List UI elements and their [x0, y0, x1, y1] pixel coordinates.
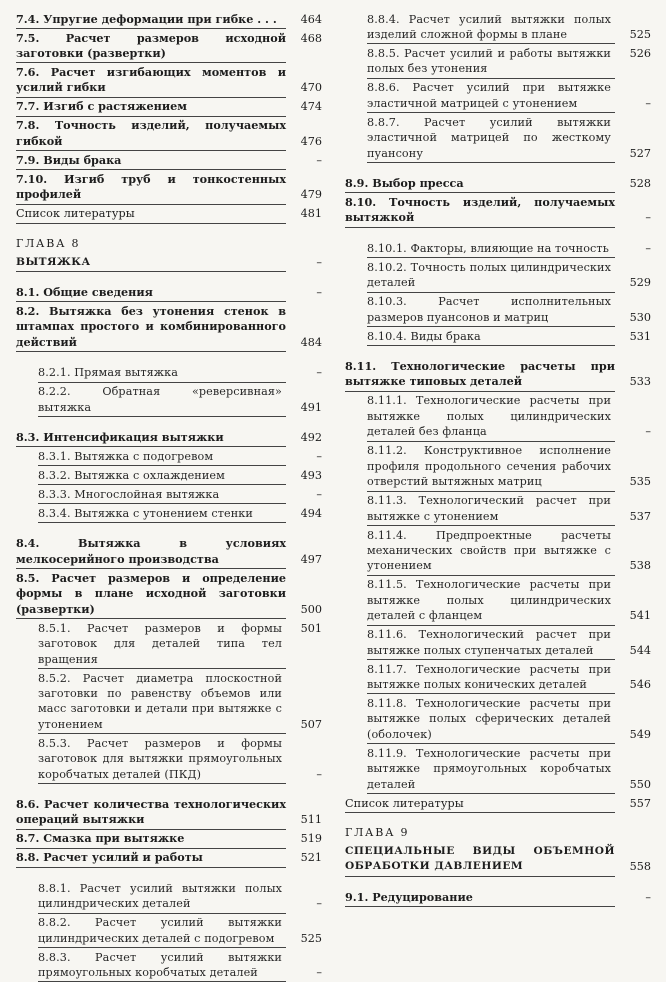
entry-underline	[367, 793, 615, 794]
entry-underline	[367, 292, 615, 293]
toc-entry-page: –	[316, 366, 322, 380]
toc-entry-page: –	[316, 897, 322, 911]
entry-underline	[16, 150, 286, 151]
toc-entry-title: 8.3. Интенсификация вытяжки	[16, 430, 224, 445]
toc-entry-title: 8.6. Расчет количества технологических операций вытяжки	[16, 796, 286, 827]
toc-entry-page: 529	[629, 276, 651, 290]
entry-underline	[345, 876, 615, 877]
entry-underline	[38, 522, 286, 523]
toc-entry-title: 8.9. Выбор пресса	[345, 176, 464, 191]
toc-entry-title: 8.11.9. Технологические расчеты при вытяжке прямоугольных коробчатых деталей	[367, 746, 611, 791]
entry-underline	[367, 326, 615, 327]
entry-underline	[16, 271, 286, 272]
entry-underline	[345, 227, 615, 228]
toc-entry-title: 8.5.1. Расчет размеров и формы заготовок для деталей типа тел вращения	[38, 621, 282, 666]
toc-entry	[16, 536, 322, 567]
toc-entry	[16, 487, 322, 502]
toc-entry-title: 8.11.3. Технологический расчет при вытяжке с утонением	[367, 494, 611, 523]
entry-underline	[345, 812, 615, 813]
entry-underline	[16, 829, 286, 830]
toc-entry-title: 8.8.7. Расчет усилий вытяжки эластичной матрицей по жесткому пуансону	[367, 115, 611, 160]
toc-entry-page: 537	[629, 509, 651, 523]
toc-entry-title: 8.10.1. Факторы, влияющие на точность	[367, 241, 609, 255]
toc-entry-page: 481	[300, 207, 322, 221]
entry-underline	[367, 112, 615, 113]
toc-entry	[16, 831, 322, 846]
entry-underline	[16, 568, 286, 569]
toc-entry	[345, 260, 651, 291]
toc-entry-page: 557	[629, 796, 651, 810]
toc-entry-title: 7.10. Изгиб труб и тонкостенных профилей	[16, 171, 286, 202]
toc-entry-title: 8.11.2. Конструктивное исполнение профиля продольного сечения рабочих отверстий вытяжных матриц	[367, 444, 611, 489]
toc-entry	[345, 696, 651, 742]
toc-entry	[345, 329, 651, 344]
toc-entry	[16, 31, 322, 62]
toc-entry-page: 511	[300, 813, 322, 827]
toc-entry	[16, 671, 322, 733]
toc-entry-page: –	[645, 211, 651, 225]
toc-entry	[345, 796, 651, 811]
toc-entry	[16, 99, 322, 114]
toc-entry-page: 541	[629, 609, 651, 623]
toc-entry-page: 521	[300, 851, 322, 865]
toc-entry-title: СПЕЦИАЛЬНЫЕ ВИДЫ ОБЪЕМНОЙ ОБРАБОТКИ ДАВЛЕНИЕМ	[345, 844, 615, 873]
entry-underline	[38, 484, 286, 485]
toc-entry-title: 8.11.4. Предпроектные расчеты механических свойств при вытяжке с утонением	[367, 528, 611, 573]
entry-underline	[16, 301, 286, 302]
entry-underline	[367, 491, 615, 492]
toc-entry-page: –	[316, 286, 322, 300]
toc-entry	[16, 430, 322, 445]
toc-entry-title: 8.2.1. Прямая вытяжка	[38, 366, 179, 380]
toc-entry	[16, 384, 322, 415]
toc-entry	[16, 881, 322, 912]
toc-entry-page: 531	[629, 329, 651, 343]
toc-entry	[345, 176, 651, 191]
toc-entry-title: 8.8. Расчет усилий и работы	[16, 850, 203, 865]
toc-entry	[16, 172, 322, 203]
toc-entry-page: 525	[300, 931, 322, 945]
toc-entry-title: 8.4. Вытяжка в условиях мелкосерийного производства	[16, 536, 286, 566]
entry-underline	[16, 116, 286, 117]
entry-underline	[367, 441, 615, 442]
toc-entry	[16, 206, 322, 221]
toc-entry-page: 549	[629, 727, 651, 741]
toc-entry	[16, 255, 322, 270]
toc-entry-title: 8.8.1. Расчет усилий вытяжки полых цилиндрических деталей	[38, 881, 282, 911]
toc-entry-title: 8.8.6. Расчет усилий при вытяжке эластичной матрицей с утонением	[367, 81, 611, 110]
toc-entry	[345, 359, 651, 390]
toc-entry	[345, 195, 651, 226]
entry-underline	[367, 78, 615, 79]
toc-entry	[16, 449, 322, 464]
entry-underline	[16, 618, 286, 619]
entry-underline	[367, 743, 615, 744]
toc-right-column	[345, 8, 651, 905]
toc-entry-page: 479	[300, 188, 322, 202]
toc-entry	[16, 12, 322, 27]
toc-entry-page: 528	[629, 177, 651, 191]
toc-entry-title: 7.6. Расчет изгибающих моментов и усилий гибки	[16, 65, 286, 95]
entry-underline	[16, 97, 286, 98]
toc-entry-page: –	[316, 153, 322, 167]
toc-entry-page: 493	[300, 469, 322, 483]
toc-entry-title: 8.8.5. Расчет усилий и работы вытяжки полых без утонения	[367, 47, 611, 76]
toc-entry	[16, 950, 322, 981]
entry-underline	[16, 351, 286, 352]
toc-entry	[16, 65, 322, 96]
toc-entry	[345, 393, 651, 439]
toc-entry-page: 550	[629, 777, 651, 791]
toc-entry	[345, 115, 651, 161]
toc-entry	[345, 577, 651, 623]
entry-underline	[38, 382, 286, 383]
toc-entry	[16, 153, 322, 168]
toc-entry-page: –	[316, 965, 322, 979]
toc-entry-page: 507	[300, 717, 322, 731]
toc-entry-page: –	[645, 425, 651, 439]
toc-entry-title: 8.1. Общие сведения	[16, 285, 153, 300]
entry-underline	[367, 43, 615, 44]
toc-entry-title: 8.10.4. Виды брака	[367, 329, 481, 343]
entry-underline	[16, 848, 286, 849]
toc-entry-title: 8.2. Вытяжка без утонения стенок в штампах простого и комбинированного действий	[16, 304, 286, 349]
toc-entry	[16, 304, 322, 350]
entry-underline	[38, 913, 286, 914]
toc-entry-title: 9.1. Редуцирование	[345, 889, 473, 904]
toc-entry-page: 468	[300, 31, 322, 45]
entry-underline	[38, 503, 286, 504]
toc-entry-page: 491	[300, 400, 322, 414]
toc-entry-title: 8.5. Расчет размеров и определение формы в плане исходной заготовки (развертки)	[16, 570, 286, 616]
toc-entry-title: 8.11.1. Технологические расчеты при вытяжке полых цилиндрических деталей без фланца	[367, 394, 611, 439]
entry-underline	[367, 345, 615, 346]
toc-entry-page: –	[645, 890, 651, 904]
entry-underline	[38, 465, 286, 466]
toc-entry	[16, 118, 322, 149]
entry-underline	[367, 659, 615, 660]
toc-entry-title: ГЛАВА 9	[345, 825, 410, 839]
toc-entry	[16, 797, 322, 828]
entry-underline	[367, 257, 615, 258]
toc-entry	[345, 844, 651, 875]
toc-entry-title: ВЫТЯЖКА	[16, 255, 91, 268]
toc-entry	[345, 241, 651, 256]
toc-entry	[345, 528, 651, 574]
toc-entry-page: 525	[629, 28, 651, 41]
toc-entry-title: 8.8.2. Расчет усилий вытяжки цилиндрических деталей с подогревом	[38, 916, 282, 945]
toc-entry	[16, 468, 322, 483]
toc-entry	[16, 236, 322, 251]
toc-entry-title: 8.11.6. Технологический расчет при вытяжке полых ступенчатых деталей	[367, 628, 611, 657]
toc-entry-title: 7.7. Изгиб с растяжением	[16, 99, 187, 114]
toc-entry-title: 8.10.3. Расчет исполнительных размеров пуансонов и матриц	[367, 295, 611, 324]
entry-underline	[367, 693, 615, 694]
toc-entry-page: 538	[629, 559, 651, 573]
toc-entry	[16, 915, 322, 946]
toc-entry	[345, 493, 651, 524]
toc-entry-title: 8.10.2. Точность полых цилиндрических деталей	[367, 260, 611, 290]
entry-underline	[16, 204, 286, 205]
toc-entry-page: 484	[300, 335, 322, 349]
toc-entry-page: 464	[300, 12, 322, 26]
toc-entry-title: 8.11.8. Технологические расчеты при вытяжке полых сферических деталей (оболочек)	[367, 696, 611, 741]
toc-entry	[16, 621, 322, 667]
toc-entry-page: –	[316, 488, 322, 502]
toc-entry-title: Список литературы	[345, 796, 464, 810]
toc-entry-title: 8.10. Точность изделий, получаемых вытяжкой	[345, 195, 615, 225]
entry-underline	[345, 192, 615, 193]
entry-underline	[38, 783, 286, 784]
entry-underline	[16, 62, 286, 63]
toc-entry	[16, 365, 322, 380]
toc-entry-page: 494	[300, 507, 322, 521]
toc-entry	[345, 662, 651, 693]
toc-entry-page: –	[316, 450, 322, 464]
toc-entry-title: 7.9. Виды брака	[16, 152, 122, 167]
toc-entry	[16, 850, 322, 865]
entry-underline	[16, 867, 286, 868]
toc-entry-page: 501	[300, 621, 322, 635]
toc-entry-page: 533	[629, 375, 651, 389]
entry-underline	[367, 525, 615, 526]
toc-entry-title: 8.3.2. Вытяжка с охлаждением	[38, 469, 225, 483]
toc-entry-page: 500	[300, 602, 322, 616]
toc-entry-title: Список литературы	[16, 207, 135, 221]
toc-entry-title: 7.4. Упругие деформации при гибке . . .	[16, 11, 277, 26]
toc-entry-title: 7.5. Расчет размеров исходной заготовки (развертки)	[16, 30, 286, 60]
entry-underline	[16, 446, 286, 447]
entry-underline	[38, 416, 286, 417]
toc-entry-title: 8.3.3. Многослойная вытяжка	[38, 488, 220, 502]
toc-entry	[345, 443, 651, 489]
toc-entry	[345, 12, 651, 43]
toc-entry-title: 8.3.4. Вытяжка с утонением стенки	[38, 507, 253, 521]
toc-entry-title: 8.8.3. Расчет усилий вытяжки прямоугольных коробчатых деталей	[38, 950, 282, 979]
toc-entry-title: 8.5.3. Расчет размеров и формы заготовок для вытяжки прямоугольных коробчатых деталей (ПКД)	[38, 736, 282, 781]
toc-left-column	[16, 8, 322, 980]
toc-entry-page: –	[316, 767, 322, 781]
toc-entry	[16, 506, 322, 521]
toc-entry-title: 8.11.5. Технологические расчеты при вытяжке полых цилиндрических деталей с фланцем	[367, 578, 611, 623]
toc-entry-page: 470	[300, 81, 322, 95]
toc-entry-page: –	[645, 241, 651, 255]
entry-underline	[367, 625, 615, 626]
toc-entry-page: 474	[300, 100, 322, 114]
toc-entry-page: 535	[629, 475, 651, 489]
entry-underline	[38, 947, 286, 948]
toc-entry-title: ГЛАВА 8	[16, 236, 81, 250]
toc-entry	[345, 890, 651, 905]
entry-underline	[16, 28, 286, 29]
entry-underline	[16, 223, 286, 224]
toc-entry-title: 8.8.4. Расчет усилий вытяжки полых изделий сложной формы в плане	[367, 12, 611, 41]
entry-underline	[38, 668, 286, 669]
toc-entry-page: 544	[629, 643, 651, 657]
entry-underline	[345, 906, 615, 907]
toc-entry	[345, 294, 651, 325]
toc-entry-page: 497	[300, 552, 322, 566]
toc-entry-page: 527	[629, 146, 651, 160]
entry-underline	[38, 733, 286, 734]
toc-entry	[345, 825, 651, 840]
toc-entry-title: 8.11. Технологические расчеты при вытяжке типовых деталей	[345, 359, 615, 389]
toc-entry	[16, 571, 322, 617]
toc-entry-page: 476	[300, 134, 322, 148]
toc-entry-page: 530	[629, 310, 651, 324]
toc-entry	[16, 736, 322, 782]
toc-entry-page: 558	[629, 860, 651, 874]
entry-underline	[16, 169, 286, 170]
toc-entry	[345, 46, 651, 77]
toc-entry	[345, 746, 651, 792]
toc-entry-page: –	[645, 96, 651, 110]
toc-entry-page: 546	[629, 677, 651, 691]
toc-entry-title: 8.5.2. Расчет диаметра плоскостной заготовки по равенству объемов или масс заготовки и детали при вытяжке с утонением	[38, 671, 282, 731]
entry-underline	[367, 575, 615, 576]
toc-entry-title: 8.7. Смазка при вытяжке	[16, 831, 185, 846]
toc-entry-page: 492	[300, 431, 322, 445]
toc-entry-title: 8.3.1. Вытяжка с подогревом	[38, 450, 214, 464]
toc-entry-title: 8.11.7. Технологические расчеты при вытяжке полых конических деталей	[367, 662, 611, 691]
entry-underline	[367, 162, 615, 163]
toc-entry-page: 526	[629, 47, 651, 60]
toc-entry-page: –	[316, 255, 322, 269]
toc-entry	[16, 285, 322, 300]
toc-entry-page: 519	[300, 832, 322, 846]
toc-entry	[345, 627, 651, 658]
toc-entry-title: 7.8. Точность изделий, получаемых гибкой	[16, 118, 286, 148]
entry-underline	[345, 391, 615, 392]
toc-entry-title: 8.2.2. Обратная «реверсивная» вытяжка	[38, 385, 282, 414]
toc-entry	[345, 80, 651, 111]
